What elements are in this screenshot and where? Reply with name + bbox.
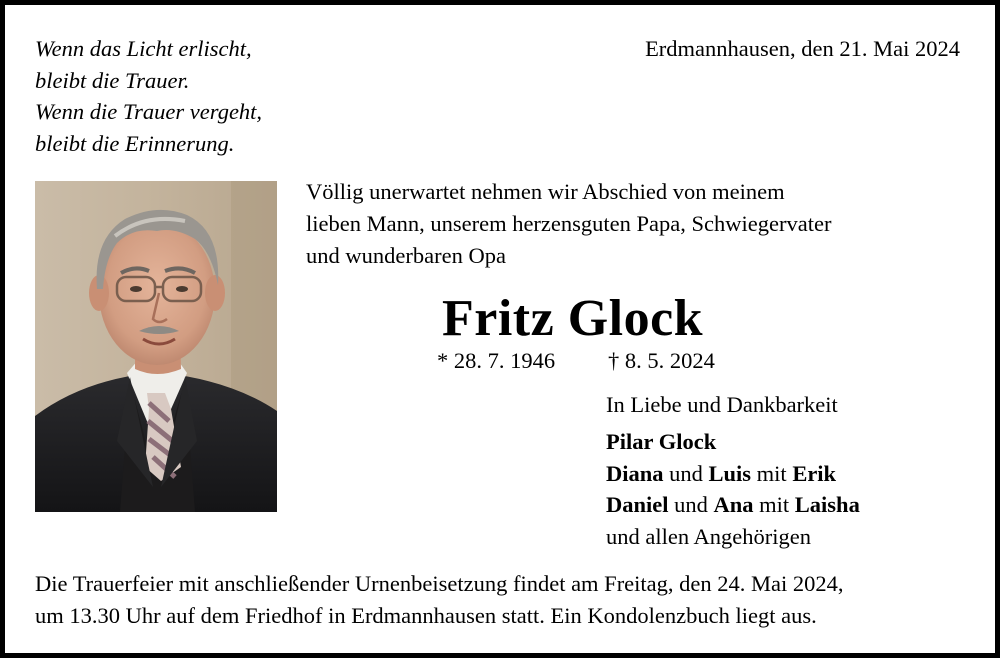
deceased-name: Fritz Glock xyxy=(442,290,704,347)
birth-date: * 28. 7. 1946 xyxy=(437,348,556,373)
mourner-name: Diana xyxy=(606,460,664,486)
farewell-line: Völlig unerwartet nehmen wir Abschied von meinem xyxy=(306,179,785,204)
mourner-name: Luis xyxy=(708,460,752,486)
farewell-line: lieben Mann, unserem herzensguten Papa, Schwiegervater xyxy=(306,211,832,236)
connector-text: und xyxy=(668,492,714,517)
mourner-name: Pilar Glock xyxy=(606,429,717,454)
connector-text: und xyxy=(663,460,709,486)
place-and-date: Erdmannhausen, den 21. Mai 2024 xyxy=(645,36,960,61)
announcement-line: Die Trauerfeier mit anschließender Urnenbeisetzung findet am Freitag, den 24. Mai 2024, xyxy=(35,571,844,596)
poem-line: bleibt die Trauer. xyxy=(35,67,190,93)
mourners-intro: In Liebe und Dankbarkeit xyxy=(606,392,838,417)
poem-line: Wenn das Licht erlischt, xyxy=(35,36,252,61)
death-date: † 8. 5. 2024 xyxy=(608,348,715,373)
mourner-name: Daniel xyxy=(606,492,669,517)
mourner-name: Ana xyxy=(713,492,754,517)
farewell-line: und wunderbaren Opa xyxy=(306,243,506,268)
mourners-list xyxy=(606,426,860,552)
connector-text: mit xyxy=(751,460,793,486)
announcement-line: um 13.30 Uhr auf dem Friedhof in Erdmannhausen statt. Ein Kondolenzbuch liegt aus. xyxy=(35,602,817,628)
mourners-closing: und allen Angehörigen xyxy=(606,523,811,549)
connector-text: mit xyxy=(753,492,795,517)
poem-line: Wenn die Trauer vergeht, xyxy=(35,99,263,124)
mourner-line xyxy=(606,489,860,521)
mourner-name: Laisha xyxy=(794,492,860,517)
portrait-photo xyxy=(35,181,277,512)
poem-line: bleibt die Erinnerung. xyxy=(35,130,235,156)
funeral-announcement xyxy=(35,568,844,631)
mourner-line xyxy=(606,426,860,458)
mourner-line xyxy=(606,458,860,490)
mourner-name: Erik xyxy=(792,460,837,486)
memorial-poem xyxy=(35,33,262,159)
farewell-text xyxy=(306,176,831,272)
